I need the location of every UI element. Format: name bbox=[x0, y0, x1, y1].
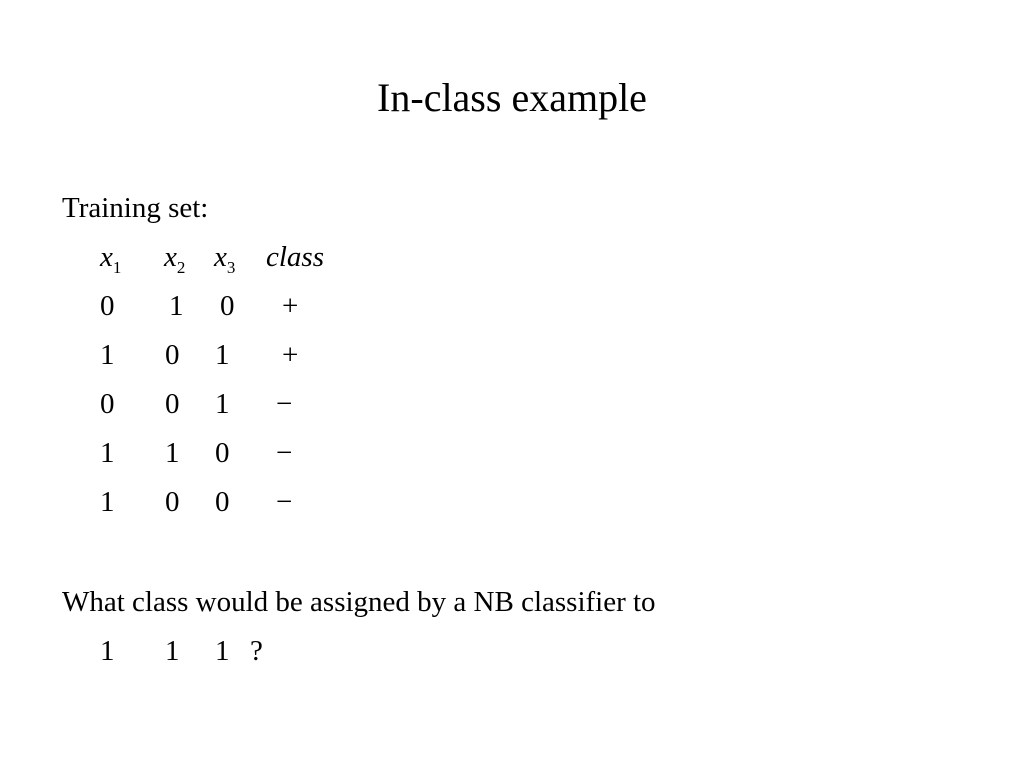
table-cell: 0 bbox=[165, 339, 180, 371]
table-cell: 1 bbox=[215, 339, 230, 371]
table-cell: + bbox=[282, 290, 299, 322]
table-cell: 0 bbox=[220, 290, 235, 322]
header-class: class bbox=[266, 241, 324, 273]
table-cell: 0 bbox=[215, 486, 230, 518]
table-cell: 1 bbox=[165, 437, 180, 469]
query-cell: 1 bbox=[215, 635, 230, 667]
table-cell: 0 bbox=[100, 388, 115, 420]
question-text: What class would be assigned by a NB classifier to bbox=[62, 586, 656, 618]
table-cell: − bbox=[276, 437, 293, 469]
table-cell: 1 bbox=[215, 388, 230, 420]
query-mark: ? bbox=[250, 635, 263, 667]
table-cell: − bbox=[276, 388, 293, 420]
table-cell: 1 bbox=[100, 486, 115, 518]
table-cell: 1 bbox=[100, 437, 115, 469]
table-cell: 0 bbox=[165, 486, 180, 518]
header-x3: $x_3$ bbox=[214, 241, 236, 277]
table-cell: 0 bbox=[165, 388, 180, 420]
slide-title: In-class example bbox=[377, 75, 647, 120]
query-cell: 1 bbox=[100, 635, 115, 667]
table-cell: + bbox=[282, 339, 299, 371]
table-cell: 1 bbox=[169, 290, 184, 322]
query-cell: 1 bbox=[165, 635, 180, 667]
header-x1: $x_1$ bbox=[100, 241, 122, 277]
table-cell: 1 bbox=[100, 339, 115, 371]
table-cell: − bbox=[276, 486, 293, 518]
table-cell: 0 bbox=[100, 290, 115, 322]
training-set-label: Training set: bbox=[62, 192, 209, 224]
table-cell: 0 bbox=[215, 437, 230, 469]
header-x2: $x_2$ bbox=[164, 241, 186, 277]
